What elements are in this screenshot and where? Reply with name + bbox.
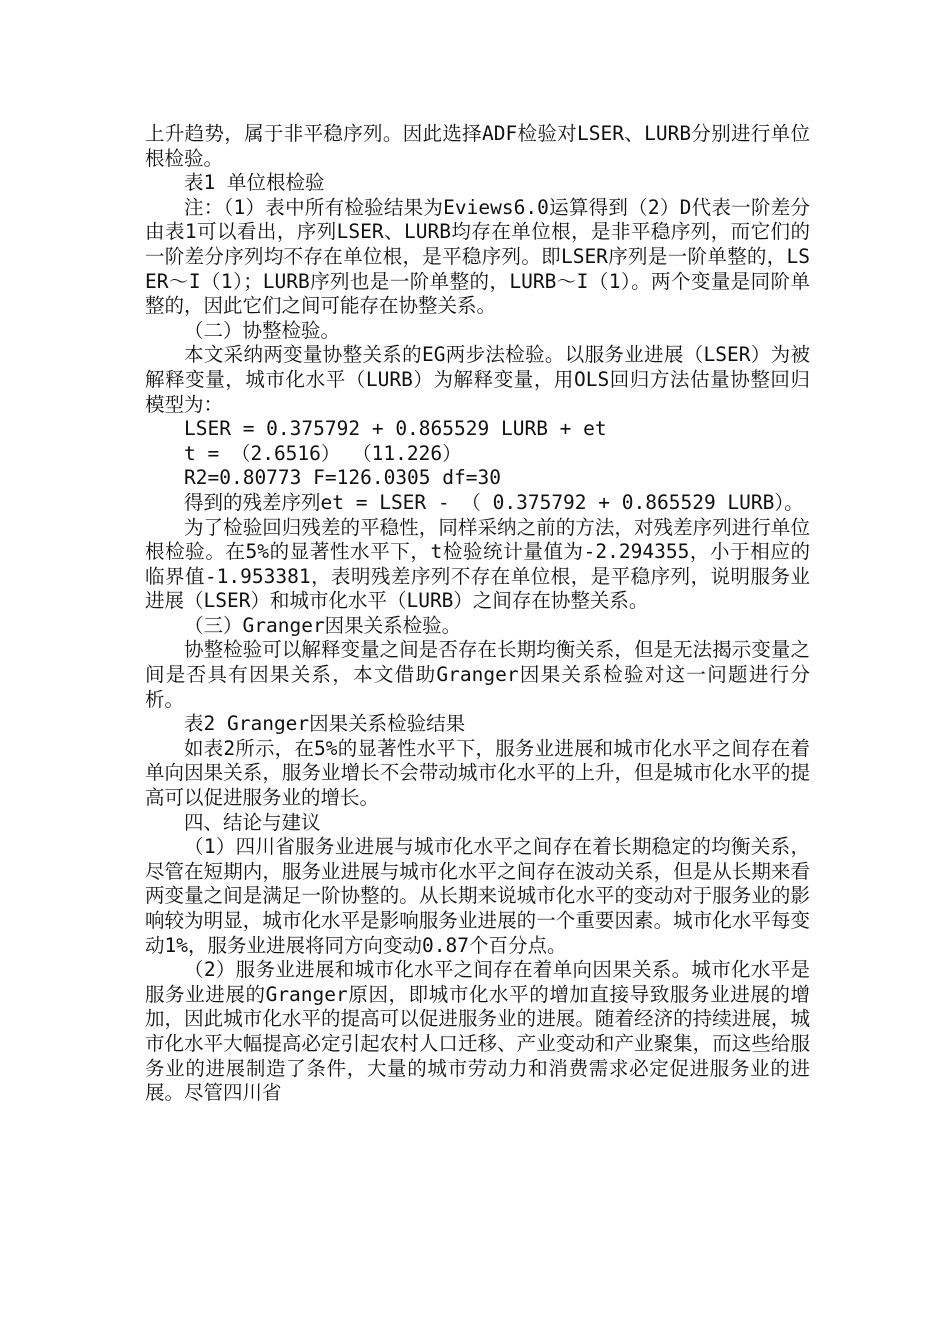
paragraph-residual-unit-root: 为了检验回归残差的平稳性，同样采纳之前的方法，对残差序列进行单位根检验。在5%的显著性水平下，t检验统计量值为-2.294355，小于相应的临界值-1.953381，表明残差序列不存在单位根，是平稳序列，说明服务业进展（LSER）和城市化水平（LURB）之间存在协整关系。 — [145, 515, 810, 613]
paragraph-granger-result: 如表2所示，在5%的显著性水平下，服务业进展和城市化水平之间存在着单向因果关系，服务业增长不会带动城市化水平的上升，但是城市化水平的提高可以促进服务业的增长。 — [145, 736, 810, 810]
document-body — [145, 122, 810, 1106]
conclusion-point-1: （1）四川省服务业进展与城市化水平之间存在着长期稳定的均衡关系，尽管在短期内，服务业进展与城市化水平之间存在波动关系，但是从长期来看两变量之间是满足一阶协整的。从长期来说城市化水平的变动对于服务业的影响较为明显，城市化水平是影响服务业进展的一个重要因素。城市化水平每变动1%，服务业进展将同方向变动0.87个百分点。 — [145, 835, 810, 957]
model-fit-statistics: R2=0.80773 F=126.0305 df=30 — [184, 466, 501, 490]
regression-equation: LSER = 0.375792 + 0.865529 LURB + et — [184, 417, 607, 441]
paragraph-eg-method: 本文采纳两变量协整关系的EG两步法检验。以服务业进展（LSER）为被解释变量，城市化水平（LURB）为解释变量，用OLS回归方法估量协整回归模型为： — [145, 343, 810, 416]
table1-note-paragraph: 注：（1）表中所有检验结果为Eviews6.0运算得到（2）D代表一阶差分由表1可以看出，序列LSER、LURB均存在单位根，是非平稳序列，而它们的一阶差分序列均不存在单位根，是平稳序列。即LSER序列是一阶单整的，LSER～I（1）；LURB序列也是一阶单整的，LURB～I（1）。两个变量是同阶单整的，因此它们之间可能存在协整关系。 — [145, 195, 810, 318]
paragraph-granger-intro: 协整检验可以解释变量之间是否存在长期均衡关系，但是无法揭示变量之间是否具有因果关系，本文借助Granger因果关系检验对这一问题进行分析。 — [145, 638, 810, 711]
table1-caption: 表1 单位根检验 — [184, 171, 325, 195]
table2-caption: 表2 Granger因果关系检验结果 — [184, 712, 466, 736]
section-heading-granger: （三）Granger因果关系检验。 — [184, 613, 462, 637]
section-heading-conclusions: 四、结论与建议 — [184, 810, 321, 834]
conclusion-point-2: （2）服务业进展和城市化水平之间存在着单向因果关系。城市化水平是服务业进展的Granger原因，即城市化水平的增加直接导致服务业进展的增加，因此城市化水平的提高可以促进服务业的进展。随着经济的持续进展，城市化水平大幅提高必定引起农村人口迁移、产业变动和产业聚集，而这些给服务业的进展制造了条件，大量的城市劳动力和消费需求必定促进服务业的进展。尽管四川省 — [145, 958, 810, 1105]
t-statistics-line: t = （2.6516） （11.226） — [184, 441, 462, 465]
section-heading-cointegration: （二）协整检验。 — [184, 318, 341, 342]
paragraph-intro-continuation: 上升趋势，属于非平稳序列。因此选择ADF检验对LSER、LURB分别进行单位根检验。 — [145, 122, 810, 170]
residual-series-definition: 得到的残差序列et = LSER - （ 0.375792 + 0.865529 LURB）。 — [184, 490, 804, 514]
